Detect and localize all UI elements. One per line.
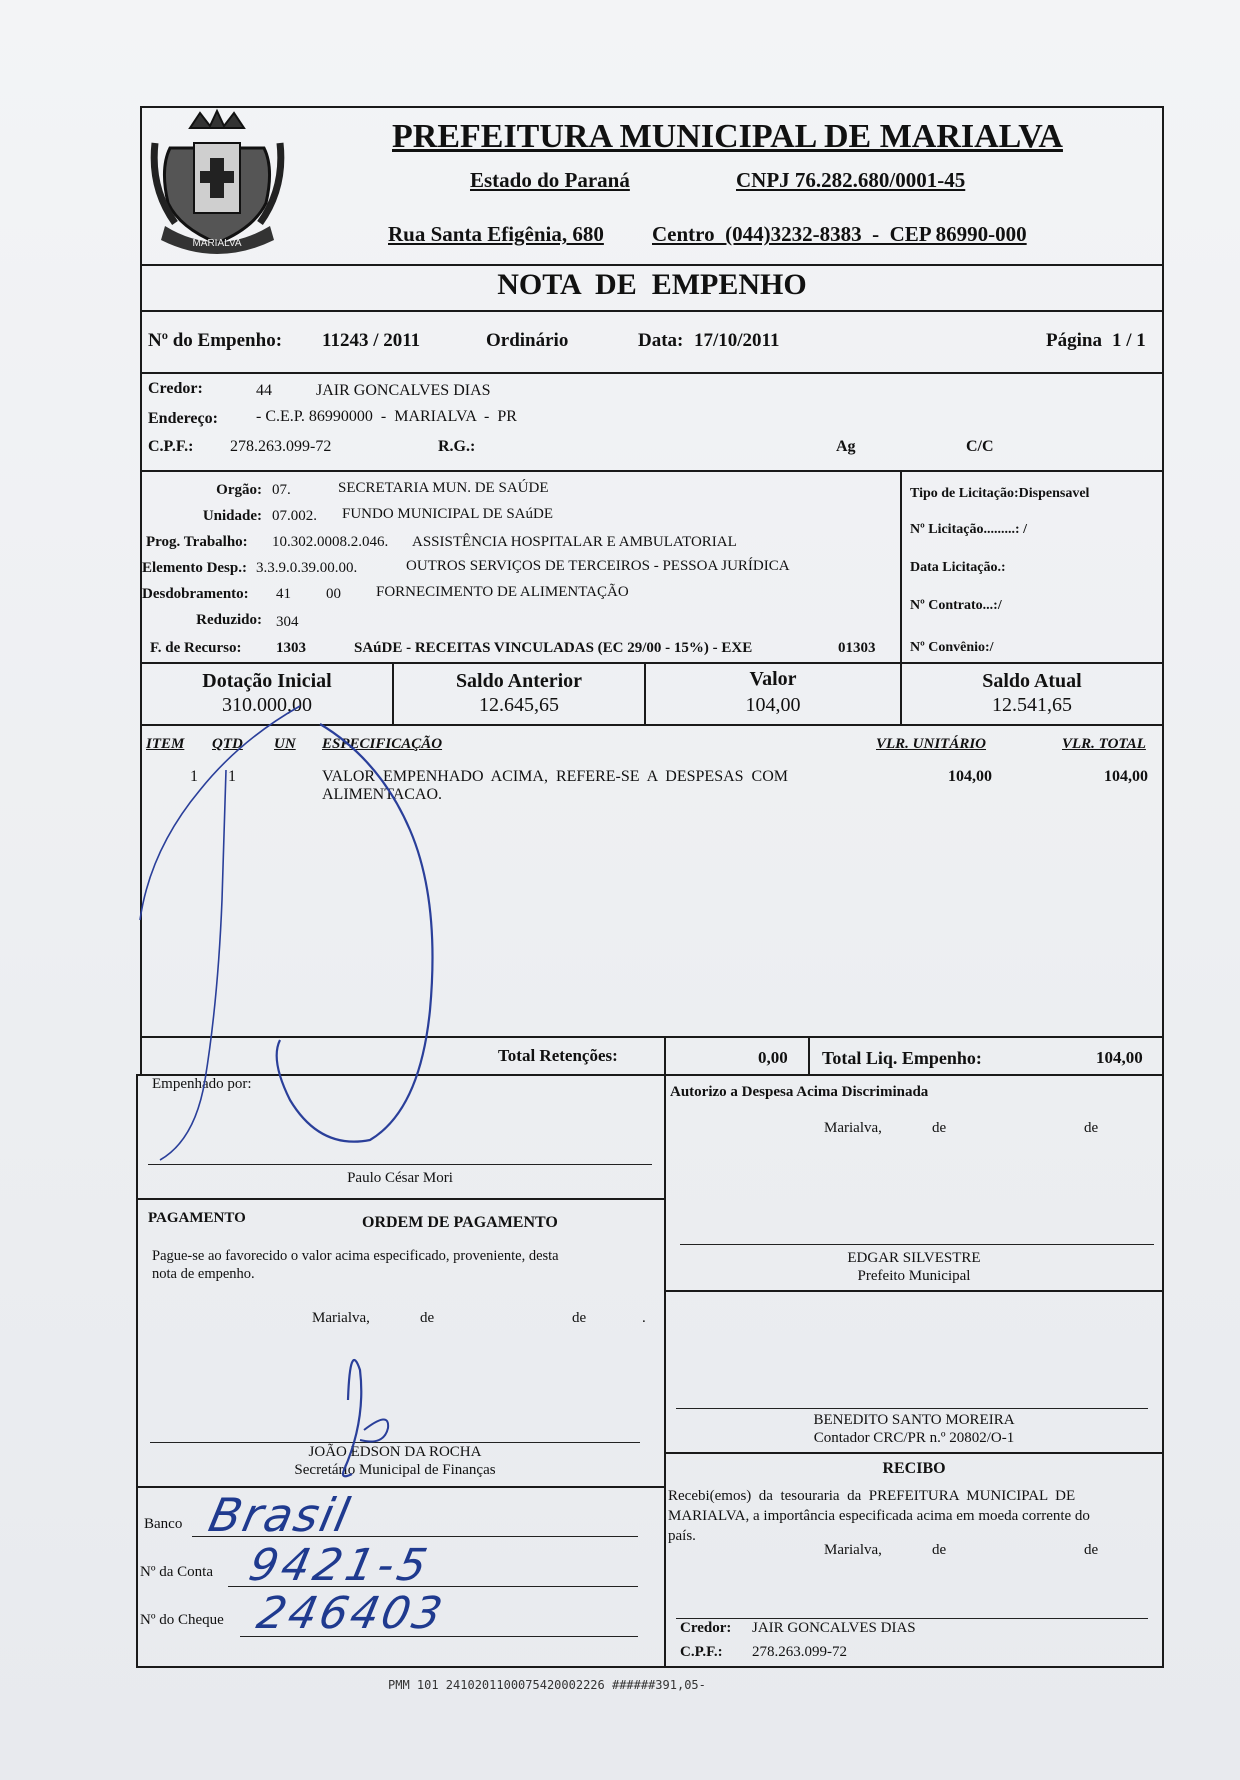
- empenhado-label: Empenhado por:: [152, 1076, 252, 1092]
- ordem-pagamento-label: ORDEM DE PAGAMENTO: [362, 1214, 558, 1231]
- prog-label: Prog. Trabalho:: [146, 534, 248, 550]
- page-number: 1 / 1: [1112, 330, 1146, 351]
- prog-code: 10.302.0008.2.046.: [272, 534, 389, 550]
- item-spec-line-1: VALOR EMPENHADO ACIMA, REFERE-SE A DESPESAS COM: [322, 768, 788, 785]
- recibo-credor-label: Credor:: [680, 1620, 732, 1636]
- contact-label: Centro (044)3232-8383 - CEP 86990-000: [652, 222, 1027, 246]
- saldo-anterior-value: 12.645,65: [479, 694, 559, 716]
- cheque-label: Nº do Cheque: [140, 1612, 224, 1628]
- credor-cpf: 278.263.099-72: [230, 438, 332, 455]
- pagamento-de-2: de: [572, 1310, 587, 1326]
- pagamento-text-line-1: Pague-se ao favorecido o valor acima especificado, proveniente, desta: [152, 1248, 559, 1264]
- contador-role: Contador CRC/PR n.º 20802/O-1: [813, 1430, 1015, 1446]
- numero-contrato: Nº Contrato...:/: [910, 598, 1002, 613]
- dotacao-value: 310.000,00: [222, 694, 312, 716]
- recibo-cpf: 278.263.099-72: [752, 1644, 847, 1660]
- signature-line: [676, 1618, 1148, 1619]
- recibo-place: Marialva,: [824, 1542, 882, 1558]
- prog-name: ASSISTÊNCIA HOSPITALAR E AMBULATORIAL: [412, 534, 737, 550]
- recurso-code: 1303: [276, 640, 306, 656]
- desdobramento-code: 41: [276, 586, 291, 602]
- recibo-title: RECIBO: [882, 1460, 946, 1477]
- signature-line: [150, 1442, 640, 1443]
- autorizo-de-2: de: [1084, 1120, 1099, 1136]
- autorizo-signer-role: Prefeito Municipal: [857, 1268, 971, 1284]
- orgao-code: 07.: [272, 482, 291, 498]
- signature-line: [680, 1244, 1154, 1245]
- contador-name: BENEDITO SANTO MOREIRA: [813, 1412, 1015, 1428]
- divider: [136, 1198, 664, 1200]
- reduzido-label: Reduzido:: [196, 612, 262, 628]
- recibo-text-line-3: país.: [668, 1528, 696, 1544]
- recurso-name: SAúDE - RECEITAS VINCULADAS (EC 29/00 - 15%) - EXE: [354, 640, 753, 656]
- recibo-text-line-2: MARIALVA, a importância especificada acima em moeda corrente do: [668, 1508, 1090, 1524]
- valor-value: 104,00: [745, 694, 801, 716]
- cheque-handwritten: 246403: [252, 1588, 450, 1639]
- pagamento-signer: JOÃO EDSON DA ROCHA: [308, 1444, 482, 1460]
- item-total-value: 104,00: [1104, 768, 1148, 785]
- autorizo-place: Marialva,: [824, 1120, 882, 1136]
- empenho-number: 11243 / 2011: [322, 330, 421, 351]
- desdobramento-label: Desdobramento:: [142, 586, 249, 602]
- data-licitacao: Data Licitação.:: [910, 560, 1006, 575]
- recibo-de-1: de: [932, 1542, 947, 1558]
- unidade-label: Unidade:: [202, 508, 262, 524]
- item-unit-value: 104,00: [948, 768, 992, 785]
- state-label: Estado do Paraná: [470, 168, 630, 192]
- conta-handwritten: 9421-5: [244, 1540, 436, 1591]
- empenho-type: Ordinário: [486, 330, 569, 351]
- item-spec-line-2: ALIMENTACAO.: [322, 786, 443, 803]
- pagamento-text-line-2: nota de empenho.: [152, 1266, 255, 1282]
- conta-label: Nº da Conta: [140, 1564, 213, 1580]
- empenhado-name: Paulo César Mori: [347, 1170, 453, 1186]
- recurso-code-2: 01303: [838, 640, 876, 656]
- address-label: Rua Santa Efigênia, 680: [388, 222, 604, 246]
- pagamento-signer-role: Secretário Municipal de Finanças: [294, 1462, 496, 1478]
- empenho-date: 17/10/2011: [694, 330, 780, 351]
- elemento-code: 3.3.9.0.39.00.00.: [256, 560, 358, 576]
- dotacao-label: Dotação Inicial: [202, 670, 332, 692]
- rg-label: R.G.:: [438, 438, 476, 455]
- cnpj-label: CNPJ 76.282.680/0001-45: [736, 168, 966, 192]
- page-title: PREFEITURA MUNICIPAL DE MARIALVA: [392, 118, 1063, 155]
- retencoes-label: Total Retenções:: [498, 1046, 618, 1065]
- divider: [664, 1452, 1164, 1454]
- cpf-label: C.P.F.:: [148, 438, 194, 455]
- autorizo-de-1: de: [932, 1120, 947, 1136]
- items-header-total: VLR. TOTAL: [1062, 736, 1146, 752]
- recibo-cpf-label: C.P.F.:: [680, 1644, 723, 1660]
- elemento-label: Elemento Desp.:: [142, 560, 247, 576]
- recurso-label: F. de Recurso:: [150, 640, 242, 656]
- signature-line: [676, 1408, 1148, 1409]
- orgao-label: Orgão:: [216, 482, 262, 498]
- credor-code: 44: [256, 382, 272, 399]
- divider: [900, 470, 902, 664]
- page-label: Página: [1046, 330, 1102, 351]
- recibo-credor: JAIR GONCALVES DIAS: [752, 1620, 916, 1636]
- numero-convenio: Nº Convênio:/: [910, 640, 994, 655]
- pagamento-dot: .: [642, 1310, 646, 1326]
- credor-name: JAIR GONCALVES DIAS: [316, 382, 491, 399]
- credor-label: Credor:: [148, 380, 203, 397]
- pagamento-de-1: de: [420, 1310, 435, 1326]
- divider: [808, 1036, 810, 1076]
- banco-handwritten: Brasil: [204, 1488, 356, 1542]
- item-number: 1: [190, 768, 198, 785]
- divider: [664, 1290, 1164, 1292]
- reduzido-code: 304: [276, 614, 299, 630]
- ag-label: Ag: [836, 438, 856, 455]
- unidade-name: FUNDO MUNICIPAL DE SAúDE: [342, 506, 553, 522]
- saldo-atual-label: Saldo Atual: [982, 670, 1082, 692]
- address-field-label: Endereço:: [148, 410, 218, 427]
- footer-code: PMM 101 2410201100075420002226 ######391,05-: [388, 1678, 706, 1692]
- banco-label: Banco: [144, 1516, 183, 1532]
- signature-line: [148, 1164, 652, 1165]
- unidade-code: 07.002.: [272, 508, 317, 524]
- saldo-atual-value: 12.541,65: [992, 694, 1072, 716]
- totals-box: [140, 1036, 1164, 1076]
- credor-address: - C.E.P. 86990000 - MARIALVA - PR: [256, 408, 517, 425]
- items-header-qtd: QTD: [212, 736, 243, 752]
- recibo-text-line-1: Recebi(emos) da tesouraria da PREFEITURA MUNICIPAL DE: [668, 1488, 1076, 1504]
- tipo-licitacao: Tipo de Licitação:Dispensavel: [910, 486, 1090, 501]
- items-header-un: UN: [274, 736, 296, 752]
- items-header-unit: VLR. UNITÁRIO: [876, 736, 987, 752]
- date-label: Data:: [638, 330, 684, 351]
- valor-label: Valor: [749, 668, 797, 690]
- pagamento-place: Marialva,: [312, 1310, 370, 1326]
- svg-text:MARIALVA: MARIALVA: [192, 238, 242, 249]
- desdobramento-sub: 00: [326, 586, 341, 602]
- items-header-spec: ESPECIFICAÇÃO: [322, 736, 443, 752]
- pagamento-label: PAGAMENTO: [148, 1210, 246, 1226]
- autorizo-label: Autorizo a Despesa Acima Discriminada: [670, 1084, 929, 1100]
- orgao-name: SECRETARIA MUN. DE SAÚDE: [338, 480, 549, 496]
- recibo-de-2: de: [1084, 1542, 1099, 1558]
- elemento-name: OUTROS SERVIÇOS DE TERCEIROS - PESSOA JURÍDICA: [406, 558, 790, 574]
- autorizo-signer: EDGAR SILVESTRE: [847, 1250, 981, 1266]
- items-header-item: ITEM: [146, 736, 185, 752]
- total-liquido-value: 104,00: [1096, 1048, 1143, 1067]
- saldo-anterior-label: Saldo Anterior: [455, 670, 583, 692]
- cc-label: C/C: [966, 438, 994, 455]
- numero-licitacao: Nº Licitação.........: /: [910, 522, 1027, 537]
- doc-title: NOTA DE EMPENHO: [497, 268, 807, 301]
- desdobramento-name: FORNECIMENTO DE ALIMENTAÇÃO: [376, 584, 629, 600]
- divider: [664, 1036, 666, 1076]
- item-qtd: 1: [228, 768, 236, 785]
- retencoes-value: 0,00: [758, 1048, 788, 1067]
- empenho-number-label: Nº do Empenho:: [148, 330, 283, 351]
- total-liquido-label: Total Liq. Empenho:: [822, 1048, 982, 1068]
- divider: [664, 1074, 666, 1668]
